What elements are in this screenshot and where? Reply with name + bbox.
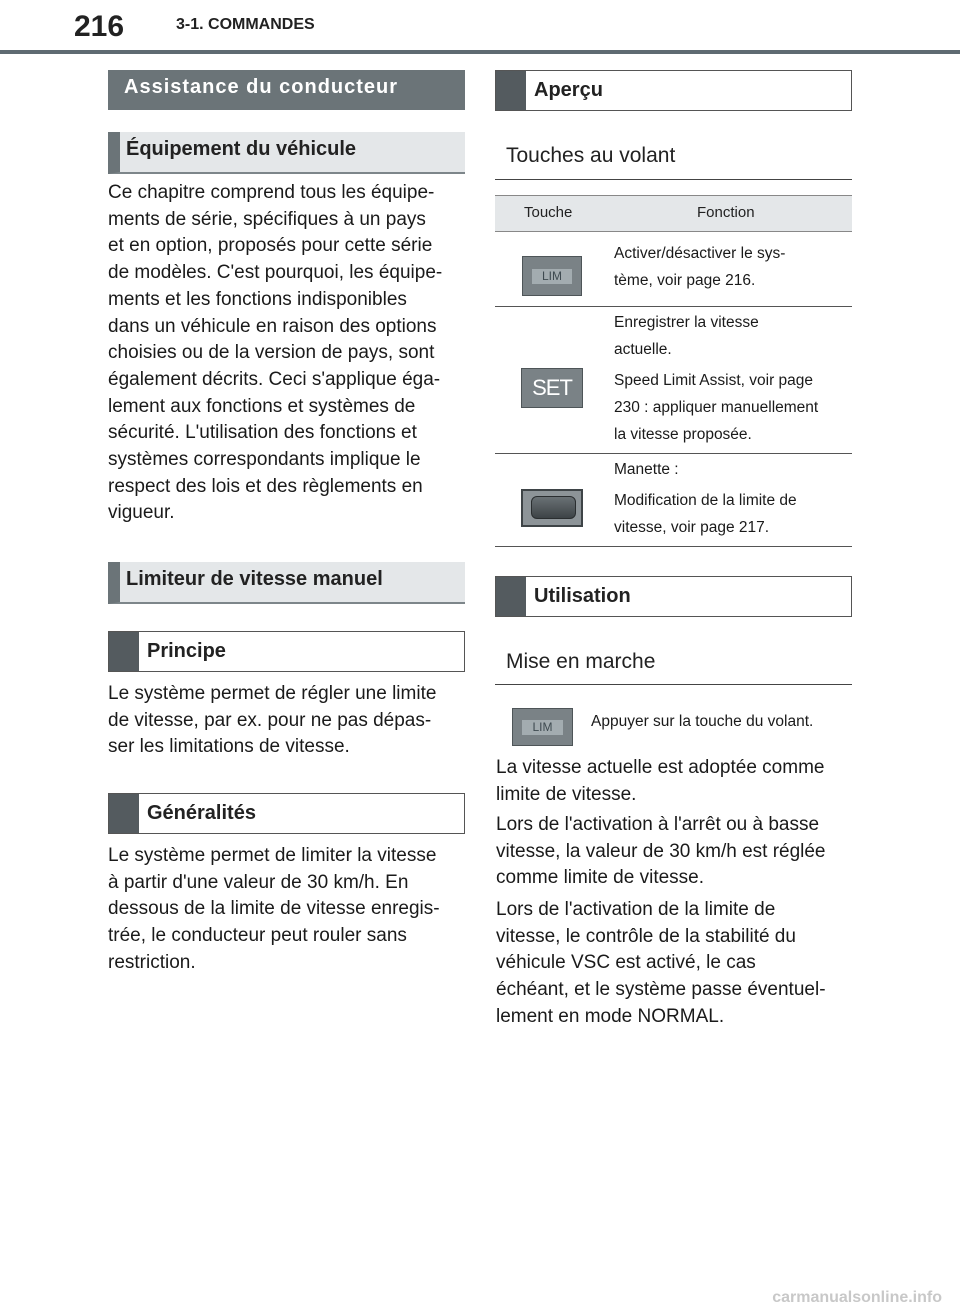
row-divider xyxy=(495,546,852,547)
lim-button-icon: LIM xyxy=(522,256,582,296)
table-header xyxy=(495,195,852,232)
set-button-icon: SET xyxy=(521,368,583,408)
header-divider xyxy=(0,50,960,54)
principle-paragraph: Le système permet de régler une limite de vitesse, par ex. pour ne pas dépas- ser les limitations de vitesse. xyxy=(108,683,437,758)
overview-heading: Aperçu xyxy=(495,70,852,111)
table-row: Manette : Modification de la limite de vitesse, voir page 217. xyxy=(614,461,797,536)
watermark[interactable]: carmanualsonline.info xyxy=(772,1289,942,1306)
wheel-keys-title: Touches au volant xyxy=(506,144,676,167)
page-number: 216 xyxy=(74,10,125,43)
lim-button-icon: LIM xyxy=(512,708,573,746)
general-paragraph: Le système permet de limiter la vitesse à partir d'une valeur de 30 km/h. En dessous de la limite de vitesse enregis- trée, le conducteur peut rouler sans restriction. xyxy=(108,845,440,973)
activation-paragraph-2: Lors de l'activation à l'arrêt ou à basse vitesse, la valeur de 30 km/h est réglée comme limite de vitesse. xyxy=(496,814,826,889)
activation-paragraph-3: Lors de l'activation de la limite de vitesse, le contrôle de la stabilité du véhicule VSC est activé, le cas échéant, et le système passe éventuel- lement en mode NORMAL. xyxy=(496,899,826,1027)
column-header-function: Fonction xyxy=(697,204,755,221)
heading-block-marker xyxy=(496,71,526,110)
equipment-paragraph: Ce chapitre comprend tous les équipe- ments de série, spécifiques à un pays et en option, proposés pour cette série de modèles. C'est pourquoi, les équipe- ments et les fonctions indisponibles dans un véhicule en raison des options choisies ou de la version de pays, sont également décrits. Ceci s'applique éga- lement aux fonctions et systèmes de sécurité. L'utilisation des fonctions et systèmes correspondants implique le respect des lois et des règlements en vigueur. xyxy=(108,182,443,524)
usage-heading: Utilisation xyxy=(495,576,852,617)
toggle-pad xyxy=(531,496,576,519)
row-divider xyxy=(495,306,852,307)
heading-block-marker xyxy=(496,577,526,616)
heading-block-marker xyxy=(109,794,139,833)
table-row: Activer/désactiver le sys- tème, voir page 216. xyxy=(614,245,786,289)
subtitle-divider xyxy=(495,179,852,180)
toggle-switch-icon xyxy=(521,489,583,527)
activation-paragraph-1: La vitesse actuelle est adoptée comme limite de vitesse. xyxy=(496,757,825,805)
principle-heading: Principe xyxy=(108,631,465,672)
column-header-key: Touche xyxy=(524,204,573,221)
subtitle-divider xyxy=(495,684,852,685)
table-row: Enregistrer la vitesse actuelle. Speed Limit Assist, voir page 230 : appliquer manuellement la vitesse proposée. xyxy=(614,314,819,443)
start-title: Mise en marche xyxy=(506,650,656,673)
limiter-heading: Limiteur de vitesse manuel xyxy=(108,562,465,604)
start-instruction: Appuyer sur la touche du volant. xyxy=(591,713,814,730)
row-divider xyxy=(495,453,852,454)
general-heading: Généralités xyxy=(108,793,465,834)
main-heading: Assistance du conducteur xyxy=(108,70,465,110)
section-title: 3-1. COMMANDES xyxy=(176,16,315,33)
equipment-heading: Équipement du véhicule xyxy=(108,132,465,174)
heading-block-marker xyxy=(109,632,139,671)
